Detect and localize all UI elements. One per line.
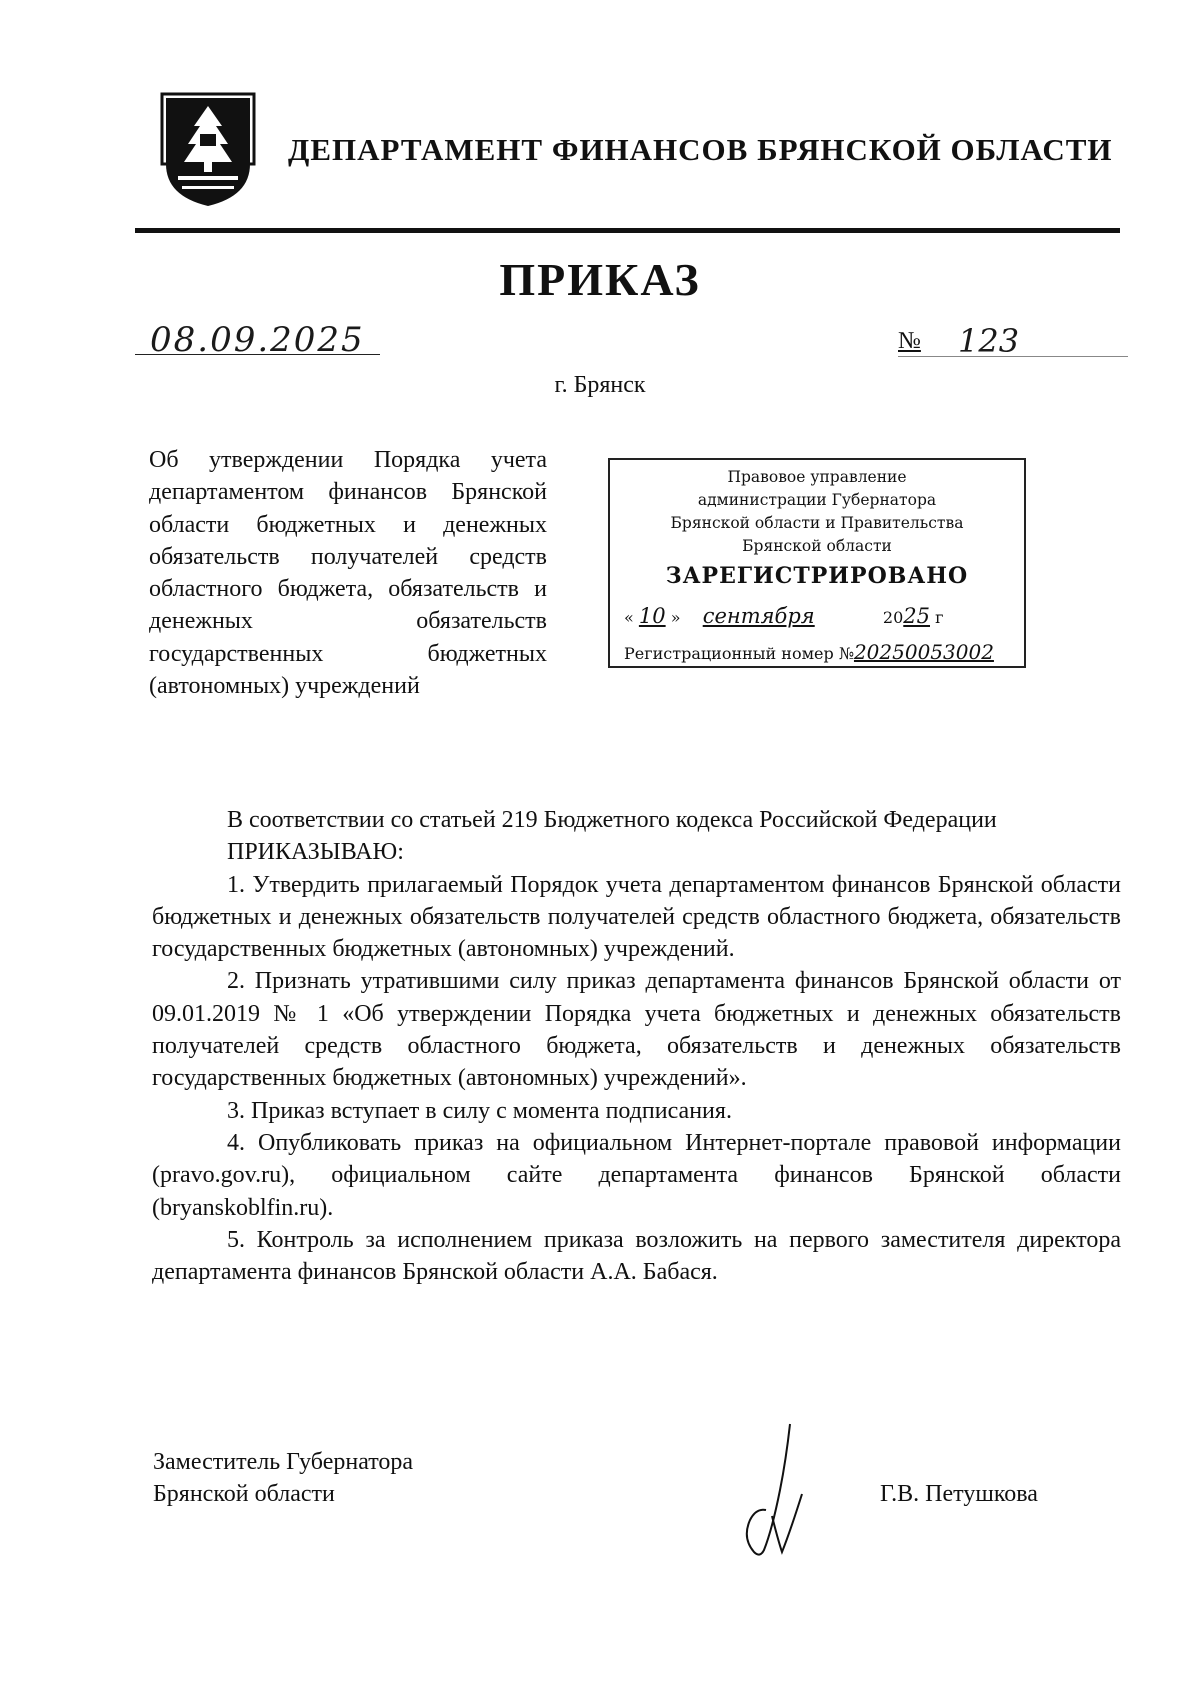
stamp-year-unit: г (935, 608, 944, 627)
stamp-year-suffix: 25 (903, 604, 930, 628)
stamp-reg-label: Регистрационный номер № (624, 644, 854, 663)
city: г. Брянск (554, 372, 646, 398)
signatory-position (153, 1446, 413, 1510)
department-title: ДЕПАРТАМЕНТ ФИНАНСОВ БРЯНСКОЙ ОБЛАСТИ (288, 132, 1113, 167)
stamp-line-2: администрации Губернатора (697, 491, 937, 509)
order-body (152, 804, 1121, 1288)
stamp-line-1: Правовое управление (727, 468, 907, 486)
order-subject: Об утверждении Порядка учета департаментом финансов Брянской области бюджетных и денежных обязательств получателей средств областного бюджета, обязательств и денежных обязательств государственных бюджетных (автономных) учреждений (149, 447, 547, 700)
stamp-quote-open: « (624, 608, 634, 627)
stamp-date (624, 604, 943, 628)
number-underline (898, 356, 1128, 357)
signatory-position-line-1: Заместитель Губернатора (153, 1449, 414, 1475)
stamp-month: сентября (702, 604, 815, 628)
brynsk-coat-of-arms-icon (160, 92, 256, 210)
stamp-year-prefix: 20 (882, 608, 904, 627)
document-title: ПРИКАЗ (499, 254, 701, 305)
stamp-day: 10 (638, 604, 666, 628)
stamp-reg-number: 20250053002 (853, 640, 994, 664)
order-date: 08.09.2025 (150, 320, 365, 360)
item-1: 1. Утвердить прилагаемый Порядок учета департаментом финансов Брянской области бюджетных и денежных обязательств получателей средств областного бюджета, обязательств государственных бюджетных (автономных) учреждений. (152, 871, 1121, 963)
signatory-position-line-2: Брянской области (153, 1481, 335, 1507)
header-rule (135, 228, 1120, 233)
order-word: ПРИКАЗЫВАЮ: (227, 839, 404, 866)
item-5: 5. Контроль за исполнением приказа возложить на первого заместителя директора департамента финансов Брянской области А.А. Бабася. (152, 1226, 1121, 1286)
date-underline (135, 354, 380, 355)
stamp-registered: ЗАРЕГИСТРИРОВАНО (665, 563, 969, 589)
item-4: 4. Опубликовать приказ на официальном Интернет-портале правовой информации (pravo.gov.ru), официальном сайте департамента финансов Брянской области (bryanskoblfin.ru). (152, 1129, 1121, 1221)
stamp-reg-number-row (624, 640, 994, 664)
stamp-quote-close: » (670, 608, 681, 627)
number-sign: № (898, 328, 921, 354)
intro-paragraph: В соответствии со статьей 219 Бюджетного кодекса Российской Федерации (227, 807, 997, 833)
stamp-line-4: Брянской области (742, 537, 892, 555)
item-3: 3. Приказ вступает в силу с момента подписания. (227, 1097, 732, 1124)
handwritten-signature-icon (720, 1420, 830, 1560)
order-number: 123 (958, 322, 1020, 360)
signatory-name: Г.В. Петушкова (880, 1481, 1038, 1507)
item-2: 2. Признать утратившими силу приказ департамента финансов Брянской области от 09.01.2019 № 1 «Об утверждении Порядка учета бюджетных и денежных обязательств получателей средств областного бюджета, обязательств и денежных обязательств государственных бюджетных (автономных) учреждений». (152, 968, 1121, 1092)
stamp-line-3: Брянской области и Правительства (670, 514, 964, 532)
registration-stamp (608, 458, 1026, 668)
